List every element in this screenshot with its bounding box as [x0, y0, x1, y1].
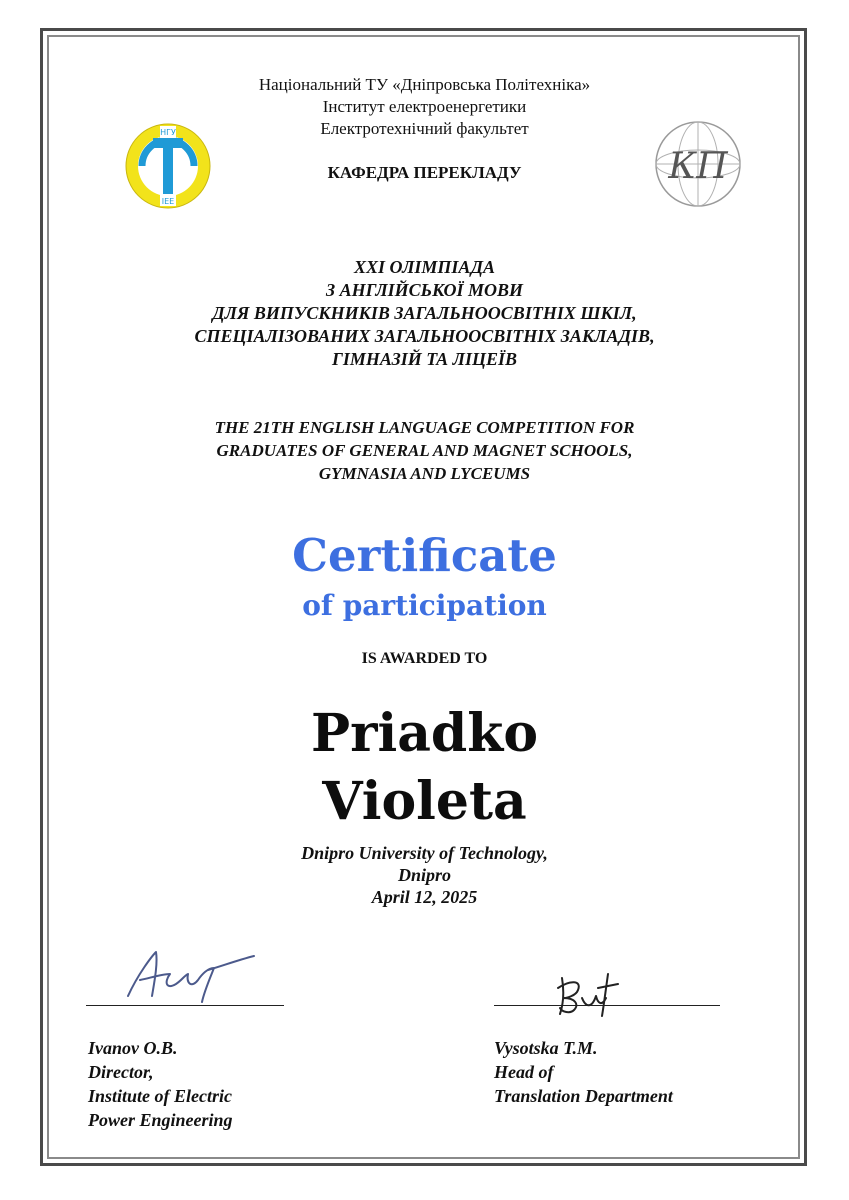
right-signatory-title: Translation Department [494, 1086, 673, 1106]
logo-left-top-text: НГУ [160, 128, 176, 137]
ukrainian-title [0, 256, 849, 371]
ukrainian-title-line: ДЛЯ ВИПУСКНИКІВ ЗАГАЛЬНООСВІТНІХ ШКІЛ, [212, 303, 637, 323]
recipient-surname: Priadko [310, 703, 539, 764]
right-signature-line [494, 1005, 720, 1006]
right-signature-icon [548, 968, 628, 1018]
awarded-to-label: IS AWARDED TO [361, 650, 488, 667]
right-signatory [494, 1036, 794, 1108]
left-signatory-title: Power Engineering [88, 1110, 233, 1130]
english-title-line: THE 21TH ENGLISH LANGUAGE COMPETITION FOR [214, 418, 635, 437]
logo-left-bottom-text: IEE [161, 197, 175, 206]
logo-right-text: КП [668, 146, 728, 187]
english-title-line: GYMNASIA AND LYCEUMS [318, 464, 531, 483]
ukrainian-title-line: XXI ОЛІМПІАДА [354, 257, 495, 277]
issue-details [0, 842, 849, 908]
right-signatory-title: Head of [494, 1062, 554, 1082]
ukrainian-title-line: ГІМНАЗІЙ ТА ЛІЦЕЇВ [331, 349, 518, 369]
faculty-name: Електротехнічний факультет [320, 119, 529, 138]
left-signature-icon [118, 944, 258, 1006]
certificate-title: Certificate [292, 529, 557, 582]
left-signatory-title: Director, [88, 1062, 154, 1082]
issue-city: Dnipro [397, 865, 451, 885]
certificate-subtitle: of participation [302, 589, 547, 622]
issue-date: April 12, 2025 [371, 887, 478, 907]
recipient-given-name: Violeta [322, 771, 527, 832]
institution-header [0, 74, 849, 140]
ukrainian-title-line: З АНГЛІЙСЬКОЇ МОВИ [326, 280, 523, 300]
department-name: КАФЕДРА ПЕРЕКЛАДУ [327, 163, 522, 182]
issuing-institution: Dnipro University of Technology, [301, 843, 548, 863]
right-signatory-name: Vysotska T.M. [494, 1038, 598, 1058]
institute-name: Інститут електроенергетики [322, 97, 527, 116]
university-name: Національний ТУ «Дніпровська Політехніка» [258, 75, 591, 94]
left-signature-line [86, 1005, 284, 1006]
left-signatory-name: Ivanov O.B. [88, 1038, 178, 1058]
english-title [0, 416, 849, 485]
left-signatory-title: Institute of Electric [88, 1086, 232, 1106]
english-title-line: GRADUATES OF GENERAL AND MAGNET SCHOOLS, [216, 441, 633, 460]
left-signatory [88, 1036, 388, 1132]
ukrainian-title-line: СПЕЦІАЛІЗОВАНИХ ЗАГАЛЬНООСВІТНІХ ЗАКЛАДІВ, [194, 326, 655, 346]
